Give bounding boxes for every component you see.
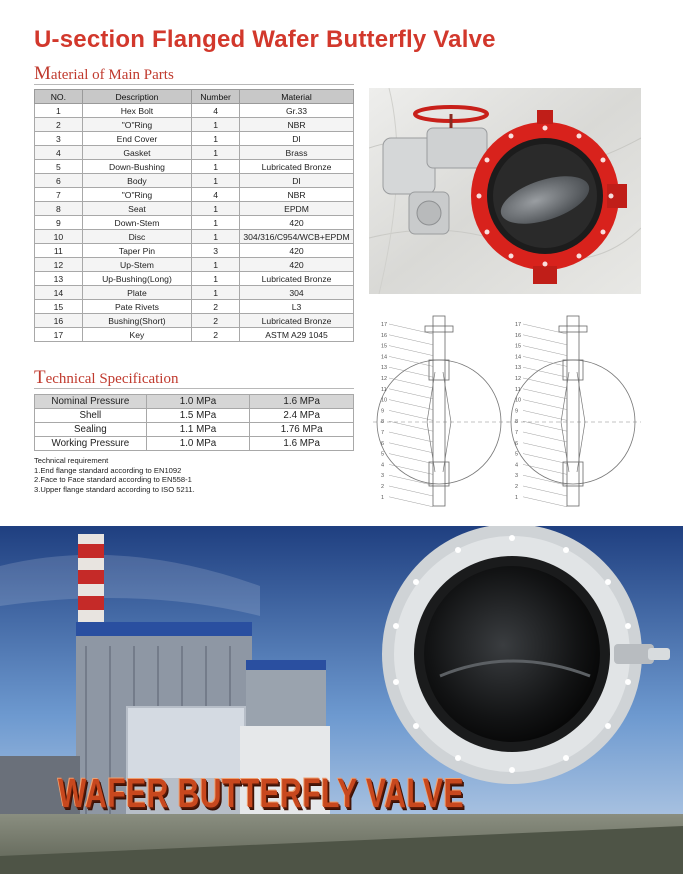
part-number-cell: 2	[192, 300, 240, 314]
tech-req-heading: Technical requirement	[34, 456, 109, 465]
part-material-cell: EPDM	[240, 202, 354, 216]
part-no-cell: 1	[35, 104, 83, 118]
spec-name-cell: Sealing	[35, 423, 147, 437]
part-no-cell: 16	[35, 314, 83, 328]
spec-pn10-cell: 1.1 MPa	[146, 423, 250, 437]
part-callout-label: 2	[381, 484, 385, 490]
part-material-cell: DI	[240, 132, 354, 146]
tech-req-line: 3.Upper flange standard according to ISO 5211.	[34, 484, 195, 494]
part-material-cell: 420	[240, 258, 354, 272]
part-description-cell: Body	[82, 174, 192, 188]
callout-leader	[523, 346, 567, 356]
part-description-cell: Seat	[82, 202, 192, 216]
callout-leader	[389, 335, 433, 345]
part-no-cell: 8	[35, 202, 83, 216]
part-callout-label: 11	[381, 386, 387, 393]
materials-row	[35, 104, 354, 118]
materials-row	[35, 286, 354, 300]
part-callout-label: 14	[515, 354, 522, 361]
part-no-cell: 15	[35, 300, 83, 314]
tech-req-line: 2.Face to Face standard according to EN558-1	[34, 475, 192, 485]
materials-row	[35, 272, 354, 286]
part-description-cell: Gasket	[82, 146, 192, 160]
part-description-cell: Bushing(Short)	[82, 314, 192, 328]
part-description-cell: Down-Stem	[82, 216, 192, 230]
callout-leader	[389, 464, 433, 474]
materials-heading-text: aterial of Main Parts	[50, 67, 174, 83]
spec-name-cell: Nominal Pressure	[35, 395, 147, 409]
part-callout-label: 5	[381, 451, 385, 458]
materials-row	[35, 216, 354, 230]
part-no-cell: 10	[35, 230, 83, 244]
materials-heading	[34, 63, 174, 85]
materials-table-body	[35, 104, 354, 342]
part-description-cell: Disc	[82, 230, 192, 244]
technical-requirement	[34, 456, 195, 494]
part-material-cell: Gr.33	[240, 104, 354, 118]
part-callout-label: 3	[515, 473, 519, 480]
materials-row	[35, 174, 354, 188]
part-material-cell: 304	[240, 286, 354, 300]
callout-leader	[389, 367, 433, 377]
callout-leader	[389, 443, 433, 453]
spec-pn10-cell: 1.0 MPa	[146, 437, 250, 451]
callout-leader	[389, 454, 433, 464]
spec-pn16-cell: 1.6 MPa	[250, 395, 354, 409]
part-material-cell: L3	[240, 300, 354, 314]
materials-row	[35, 118, 354, 132]
part-material-cell: 304/316/C954/WCB+EPDM	[240, 230, 354, 244]
spec-underline	[34, 388, 354, 389]
callout-leader	[523, 378, 567, 388]
callout-leader	[389, 486, 433, 496]
part-callout-label: 11	[515, 386, 521, 393]
banner-title: WAFER BUTTERFLY VALVE	[58, 772, 465, 817]
part-no-cell: 12	[35, 258, 83, 272]
spec-heading-text: echnical Specification	[45, 371, 179, 387]
part-number-cell: 1	[192, 258, 240, 272]
part-callout-label: 4	[515, 462, 519, 469]
part-number-cell: 2	[192, 314, 240, 328]
spec-row	[35, 409, 354, 423]
part-callout-label: 7	[515, 430, 519, 436]
spec-pn10-cell: 1.0 MPa	[146, 395, 250, 409]
part-callout-label: 14	[381, 354, 388, 361]
materials-row	[35, 146, 354, 160]
callout-leader	[389, 475, 433, 485]
part-no-cell: 2	[35, 118, 83, 132]
part-callout-label: 13	[515, 365, 522, 372]
materials-row	[35, 244, 354, 258]
materials-row	[35, 300, 354, 314]
materials-header-row	[35, 90, 354, 104]
part-description-cell: Down-Bushing	[82, 160, 192, 174]
materials-row	[35, 314, 354, 328]
callout-leader	[389, 346, 433, 356]
callout-leader	[523, 389, 567, 399]
part-no-cell: 17	[35, 328, 83, 342]
part-no-cell: 11	[35, 244, 83, 258]
part-callout-label: 6	[515, 440, 519, 447]
spec-table-body	[35, 395, 354, 451]
spec-table	[34, 394, 354, 451]
part-number-cell: 2	[192, 328, 240, 342]
materials-row	[35, 132, 354, 146]
part-material-cell: Lubricated Bronze	[240, 314, 354, 328]
materials-row	[35, 230, 354, 244]
materials-underline	[34, 84, 354, 85]
materials-row	[35, 160, 354, 174]
part-material-cell: 420	[240, 216, 354, 230]
technical-drawings	[369, 312, 641, 512]
part-callout-label: 9	[381, 408, 385, 415]
part-material-cell: Brass	[240, 146, 354, 160]
col-number-header: Number	[192, 90, 240, 104]
part-number-cell: 1	[192, 118, 240, 132]
part-description-cell: Pate Rivets	[82, 300, 192, 314]
part-callout-label: 5	[515, 451, 519, 458]
part-no-cell: 3	[35, 132, 83, 146]
spec-name-cell: Working Pressure	[35, 437, 147, 451]
part-callout-label: 16	[381, 332, 388, 339]
callout-leader	[523, 475, 567, 485]
part-no-cell: 4	[35, 146, 83, 160]
spec-pn16-cell: 2.4 MPa	[250, 409, 354, 423]
part-number-cell: 3	[192, 244, 240, 258]
part-number-cell: 1	[192, 286, 240, 300]
spec-heading	[34, 367, 178, 389]
callout-leader	[523, 443, 567, 453]
part-no-cell: 13	[35, 272, 83, 286]
part-no-cell: 9	[35, 216, 83, 230]
part-callout-label: 10	[381, 397, 388, 404]
callout-leader	[389, 389, 433, 399]
spec-pn16-cell: 1.76 MPa	[250, 423, 354, 437]
banner-photo	[0, 526, 683, 874]
part-callout-label: 16	[515, 332, 522, 339]
part-description-cell: End Cover	[82, 132, 192, 146]
part-no-cell: 6	[35, 174, 83, 188]
top-flange	[559, 326, 587, 332]
stem-outline	[567, 316, 579, 506]
part-material-cell: Lubricated Bronze	[240, 272, 354, 286]
col-description-header: Description	[82, 90, 192, 104]
part-number-cell: 1	[192, 146, 240, 160]
part-material-cell: NBR	[240, 118, 354, 132]
part-number-cell: 1	[192, 160, 240, 174]
power-plant-illustration	[0, 526, 683, 874]
part-number-cell: 1	[192, 230, 240, 244]
callout-leader	[389, 378, 433, 388]
valve-photo	[369, 88, 641, 294]
top-flange	[425, 326, 453, 332]
part-description-cell: Plate	[82, 286, 192, 300]
part-callout-label: 7	[381, 430, 385, 436]
callout-leader	[523, 421, 567, 431]
part-callout-label: 4	[381, 462, 385, 469]
materials-row	[35, 202, 354, 216]
part-callout-label: 9	[515, 408, 519, 415]
part-material-cell: DI	[240, 174, 354, 188]
part-callout-label: 17	[515, 322, 522, 328]
part-callout-label: 10	[515, 397, 522, 404]
part-callout-label: 17	[381, 322, 388, 328]
spec-row	[35, 395, 354, 409]
spec-row	[35, 423, 354, 437]
callout-leader	[523, 400, 567, 410]
callout-leader	[389, 400, 433, 410]
part-description-cell: "O"Ring	[82, 188, 192, 202]
callout-leader	[523, 497, 567, 507]
callout-leader	[389, 497, 433, 507]
part-number-cell: 4	[192, 188, 240, 202]
part-material-cell: NBR	[240, 188, 354, 202]
part-number-cell: 1	[192, 202, 240, 216]
spec-pn10-cell: 1.5 MPa	[146, 409, 250, 423]
spec-row	[35, 437, 354, 451]
part-no-cell: 14	[35, 286, 83, 300]
materials-heading-initial: M	[34, 63, 51, 84]
valve-photo-illustration	[369, 88, 641, 294]
callout-leader	[523, 367, 567, 377]
spec-pn16-cell: 1.6 MPa	[250, 437, 354, 451]
callout-leader	[523, 324, 567, 334]
part-callout-label: 1	[515, 494, 519, 501]
part-number-cell: 1	[192, 272, 240, 286]
callout-leader	[523, 464, 567, 474]
part-material-cell: ASTM A29 1045	[240, 328, 354, 342]
part-description-cell: Up-Bushing(Long)	[82, 272, 192, 286]
part-description-cell: Hex Bolt	[82, 104, 192, 118]
callout-leader	[523, 454, 567, 464]
materials-row	[35, 258, 354, 272]
materials-table	[34, 89, 354, 342]
materials-row	[35, 328, 354, 342]
part-callout-label: 3	[381, 473, 385, 480]
part-callout-label: 2	[515, 484, 519, 490]
tech-req-line: 1.End flange standard according to EN1092	[34, 465, 182, 475]
part-number-cell: 1	[192, 216, 240, 230]
materials-row	[35, 188, 354, 202]
callout-leader	[523, 410, 567, 420]
section-drawings	[369, 312, 641, 512]
part-number-cell: 1	[192, 132, 240, 146]
spec-heading-initial: T	[34, 367, 46, 388]
part-description-cell: "O"Ring	[82, 118, 192, 132]
col-no-header: NO.	[35, 90, 83, 104]
part-callout-label: 12	[381, 376, 388, 382]
part-callout-label: 6	[381, 440, 385, 447]
part-callout-label: 15	[381, 343, 388, 350]
section-drawing-left	[373, 316, 509, 507]
part-callout-label: 15	[515, 343, 522, 350]
stem-outline	[433, 316, 445, 506]
part-no-cell: 5	[35, 160, 83, 174]
part-callout-label: 12	[515, 376, 522, 382]
spec-name-cell: Shell	[35, 409, 147, 423]
part-number-cell: 4	[192, 104, 240, 118]
part-description-cell: Up-Stem	[82, 258, 192, 272]
part-material-cell: Lubricated Bronze	[240, 160, 354, 174]
part-description-cell: Taper Pin	[82, 244, 192, 258]
callout-leader	[389, 324, 433, 334]
part-material-cell: 420	[240, 244, 354, 258]
section-drawing-right	[507, 316, 641, 507]
part-no-cell: 7	[35, 188, 83, 202]
part-description-cell: Key	[82, 328, 192, 342]
part-callout-label: 1	[381, 494, 385, 501]
page-title: U-section Flanged Wafer Butterfly Valve	[34, 26, 496, 53]
part-callout-label: 8	[515, 419, 519, 426]
part-callout-label: 8	[381, 419, 385, 426]
part-callout-label: 13	[381, 365, 388, 372]
callout-leader	[389, 421, 433, 431]
callout-leader	[389, 410, 433, 420]
col-material-header: Material	[240, 90, 354, 104]
callout-leader	[389, 432, 433, 442]
callout-leader	[523, 486, 567, 496]
callout-leader	[523, 335, 567, 345]
part-number-cell: 1	[192, 174, 240, 188]
callout-leader	[523, 432, 567, 442]
